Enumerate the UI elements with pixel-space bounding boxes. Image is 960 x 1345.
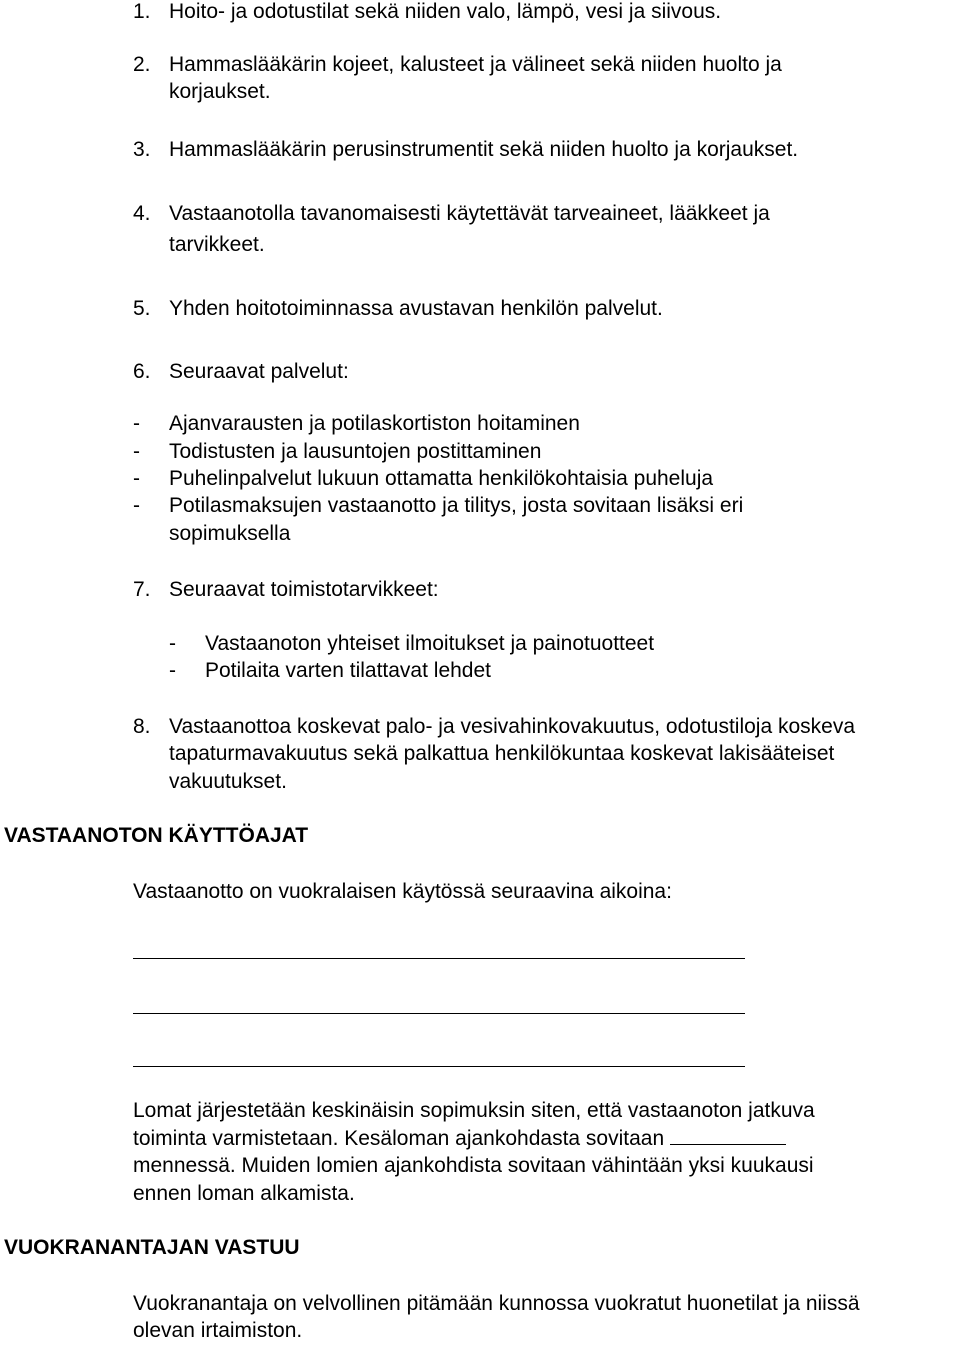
paragraph-text: Lomat järjestetään keskinäisin sopimuksin siten, että vastaanoton jatkuva: [133, 1099, 815, 1122]
item-text: korjaukset.: [169, 80, 271, 103]
paragraph-text: Vuokranantaja on velvollinen pitämään kunnossa vuokratut huonetilat ja niissä: [133, 1292, 860, 1315]
list-item: Ajanvarausten ja potilaskortiston hoitaminen: [169, 412, 580, 435]
section-heading: VASTAANOTON KÄYTTÖAJAT: [4, 824, 309, 847]
date-blank-field[interactable]: [670, 1126, 786, 1145]
item-number: 7.: [133, 578, 151, 601]
paragraph-text: [133, 1125, 786, 1153]
list-bullet: -: [169, 632, 176, 655]
list-item: Todistusten ja lausuntojen postittaminen: [169, 440, 542, 463]
blank-line-field[interactable]: [133, 958, 745, 959]
item-text: Hammaslääkärin perusinstrumentit sekä niiden huolto ja korjaukset.: [169, 138, 799, 161]
list-item: Puhelinpalvelut lukuun ottamatta henkilökohtaisia puheluja: [169, 467, 714, 490]
blank-line-field[interactable]: [133, 1013, 745, 1014]
list-item: Potilaita varten tilattavat lehdet: [205, 659, 492, 682]
paragraph-text-part: toiminta varmistetaan. Kesäloman ajankohdasta sovitaan: [133, 1127, 665, 1150]
item-number: 5.: [133, 297, 151, 320]
item-number: 4.: [133, 202, 151, 225]
paragraph-text: Vastaanotto on vuokralaisen käytössä seuraavina aikoina:: [133, 880, 672, 903]
item-text: Hammaslääkärin kojeet, kalusteet ja välineet sekä niiden huolto ja: [169, 53, 782, 76]
item-number: 1.: [133, 0, 151, 23]
list-item: sopimuksella: [169, 522, 291, 545]
item-text: tarvikkeet.: [169, 233, 265, 256]
item-text: tapaturmavakuutus sekä palkattua henkilökuntaa koskevat lakisääteiset: [169, 742, 835, 765]
item-number: 2.: [133, 53, 151, 76]
paragraph-text: olevan irtaimiston.: [133, 1319, 303, 1342]
item-text: Vastaanotolla tavanomaisesti käytettävät tarveaineet, lääkkeet ja: [169, 202, 770, 225]
list-bullet: -: [133, 412, 140, 435]
list-bullet: -: [133, 467, 140, 490]
item-text: Seuraavat palvelut:: [169, 360, 349, 383]
list-item: Vastaanoton yhteiset ilmoitukset ja painotuotteet: [205, 632, 655, 655]
list-item: Potilasmaksujen vastaanotto ja tilitys, josta sovitaan lisäksi eri: [169, 494, 744, 517]
item-text: vakuutukset.: [169, 770, 287, 793]
list-bullet: -: [133, 440, 140, 463]
item-number: 3.: [133, 138, 151, 161]
item-number: 8.: [133, 715, 151, 738]
item-text: Vastaanottoa koskevat palo- ja vesivahinkovakuutus, odotustiloja koskeva: [169, 715, 856, 738]
section-heading: VUOKRANANTAJAN VASTUU: [4, 1236, 300, 1259]
list-bullet: -: [169, 659, 176, 682]
paragraph-text: mennessä. Muiden lomien ajankohdista sovitaan vähintään yksi kuukausi: [133, 1154, 814, 1177]
item-text: Yhden hoitotoiminnassa avustavan henkilön palvelut.: [169, 297, 663, 320]
item-text: Seuraavat toimistotarvikkeet:: [169, 578, 439, 601]
list-bullet: -: [133, 494, 140, 517]
blank-line-field[interactable]: [133, 1066, 745, 1067]
item-text: Hoito- ja odotustilat sekä niiden valo, lämpö, vesi ja siivous.: [169, 0, 722, 23]
paragraph-text: ennen loman alkamista.: [133, 1182, 355, 1205]
item-number: 6.: [133, 360, 151, 383]
